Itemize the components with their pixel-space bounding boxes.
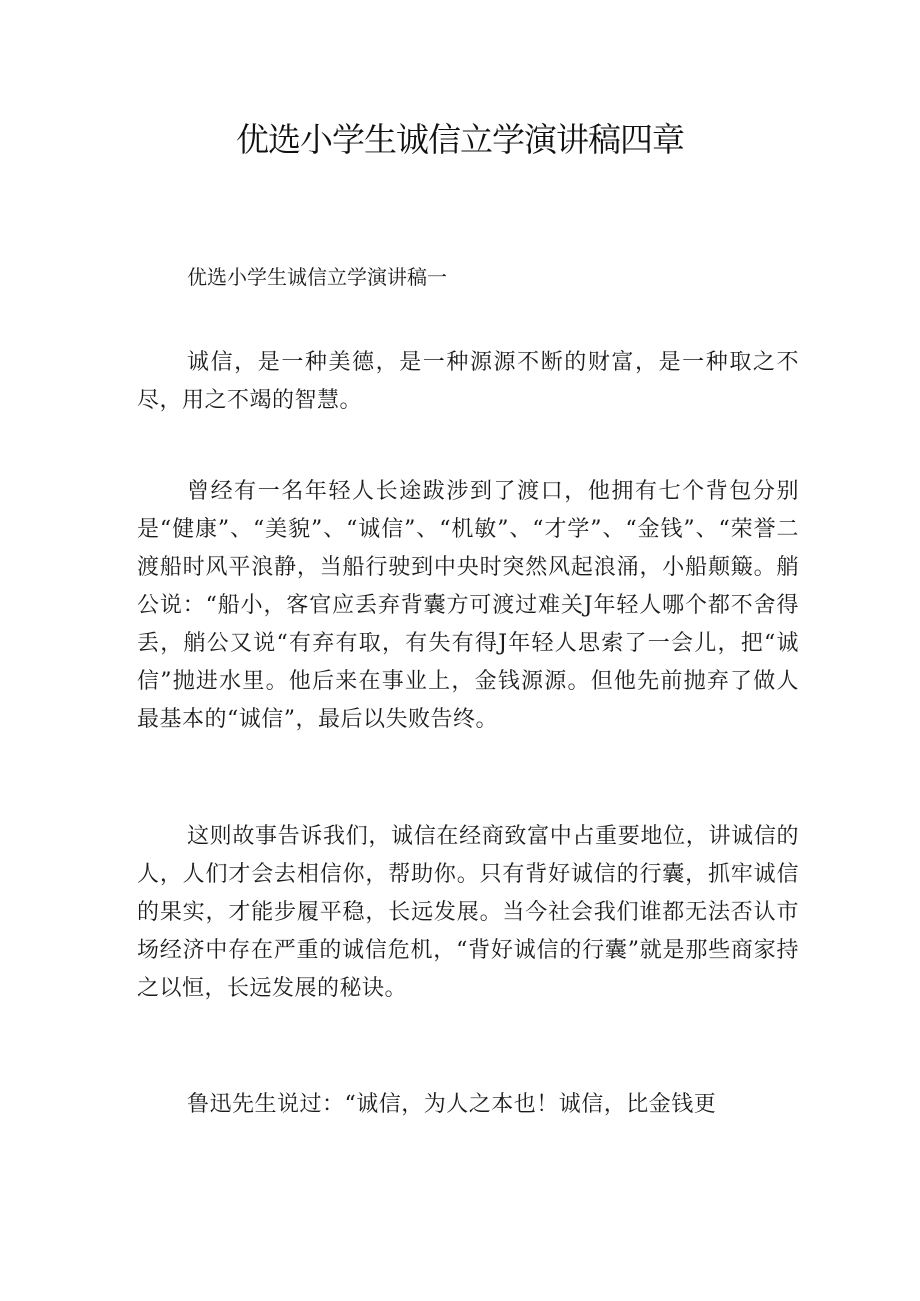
paragraph: 这则故事告诉我们，诚信在经商致富中占重要地位，讲诚信的人，人们才会去相信你，帮助你。只有背好诚信的行囊，抓牢诚信的果实，才能步履平稳，长远发展。当今社会我们谁都无法否认市场经济中存在严重的诚信危机，“背好诚信的行囊”就是那些商家持之以恒，长远发展的秘诀。 — [137, 824, 799, 1001]
paragraph: 曾经有一名年轻人长途跋涉到了渡口，他拥有七个背包分别是“健康”、“美貌”、“诚信”、“机敏”、“才学”、“金钱”、“荣誉二渡船时风平浪静，当船行驶到中央时突然风起浪涌，小船颠簸。艄公说：“船小，客官应丢弃背囊方可渡过难关J年轻人哪个都不舍得丢，艄公又说“有弃有取，有失有得J年轻人思索了一会儿，把“诚信”抛进水里。他后来在事业上，金钱源源。但他先前抛弃了做人最基本的“诚信”，最后以失败告终。 — [137, 479, 799, 732]
paragraph: 诚信，是一种美德，是一种源源不断的财富，是一种取之不尽，用之不竭的智慧。 — [137, 350, 799, 413]
section-subtitle: 优选小学生诚信立学演讲稿一 — [187, 265, 447, 289]
paragraph: 鲁迅先生说过：“诚信，为人之本也！诚信，比金钱更 — [187, 1092, 717, 1117]
page-title: 优选小学生诚信立学演讲稿四章 — [236, 120, 684, 159]
